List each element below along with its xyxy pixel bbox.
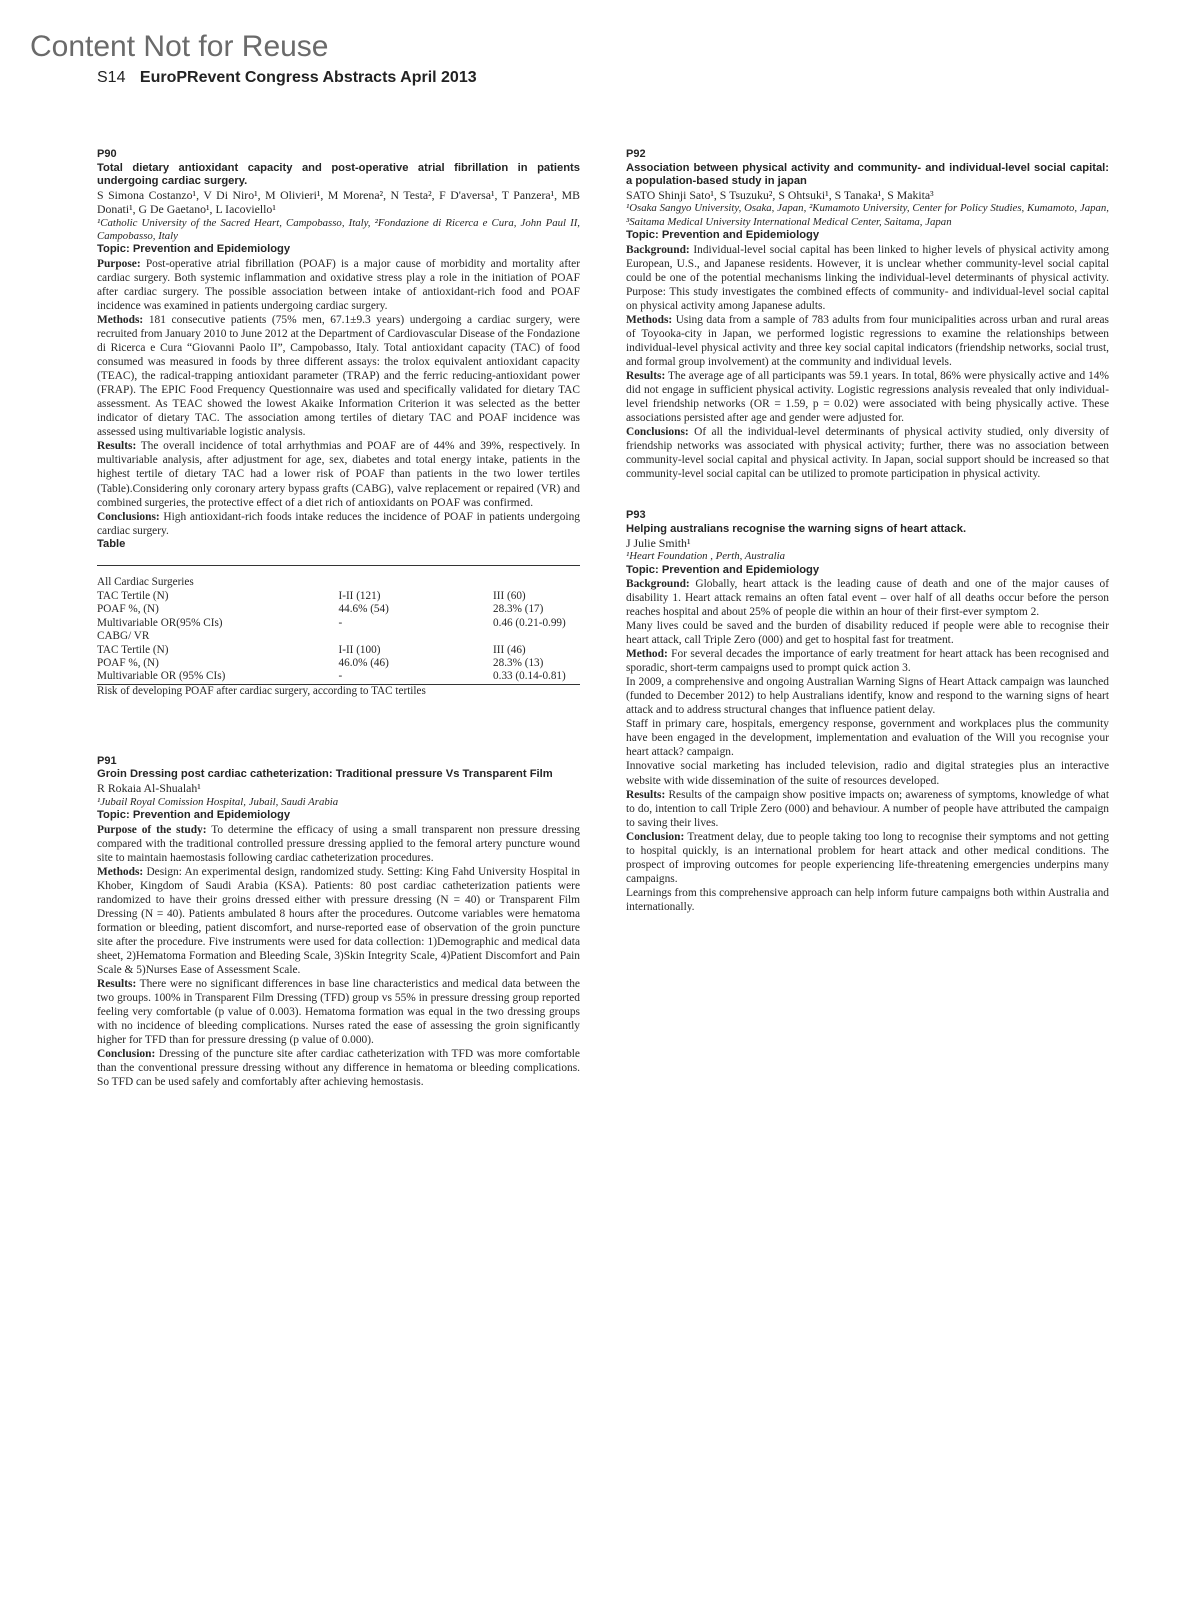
section-label: Results: bbox=[97, 440, 137, 453]
method-paragraph-4: Innovative social marketing has included television, radio and digital strategies plus an interactive website with wide dissemination of the suite of resources developed. bbox=[626, 760, 1109, 787]
abstract-affiliation: ¹Osaka Sangyo University, Osaka, Japan, ²Kumamoto University, Center for Policy Studies, Kumamoto, Japan, ³Saitama Medical University International Medical Center, Saitama, Japan bbox=[626, 202, 1109, 228]
table-cell: POAF %, (N) bbox=[97, 656, 159, 669]
section-text: For several decades the importance of early treatment for heart attack has been recognised and sporadic, short-term campaigns used to prompt quick action 3. bbox=[626, 648, 1109, 675]
table-cell: 44.6% (54) bbox=[338, 603, 389, 616]
table-cell: 28.3% (13) bbox=[493, 656, 544, 669]
results-paragraph bbox=[97, 977, 580, 1047]
table-cell: 0.46 (0.21-0.99) bbox=[493, 616, 566, 629]
purpose-paragraph bbox=[97, 823, 580, 865]
table-cell: I-II (100) bbox=[338, 643, 381, 656]
table-cell bbox=[339, 566, 494, 590]
section-text: Of all the individual-level determinants of physical activity studied, only diversity of friendship networks was associated with physical activity; further, there was no association between community-level social capital and physical activity. In Japan, social support should be increased so that community-level social capital can be utilized to promote participation in physical activity. bbox=[626, 425, 1109, 480]
table-row bbox=[97, 590, 580, 603]
section-label: Results: bbox=[626, 788, 666, 801]
table-row bbox=[97, 670, 580, 684]
abstract-topic: Topic: Prevention and Epidemiology bbox=[97, 809, 291, 822]
table-row bbox=[97, 603, 580, 616]
section-text: The overall incidence of total arrhythmias and POAF are of 44% and 39%, respectively. In multivariable analysis, after adjustment for age, sex, diabetes and total energy intake, patients in the highest tertile of dietary TAC had a lower risk of POAF than patients in the two lower tertiles (Table).Considering only coronary artery bypass grafts (CABG), valve replacement or repaired (VR) and combined surgeries, the protective effect of a diet rich of antioxidants on POAF was confirmed. bbox=[97, 440, 580, 509]
page-number: S14 bbox=[97, 69, 126, 86]
abstract-number: P90 bbox=[97, 148, 117, 160]
abstract-number: P93 bbox=[626, 509, 646, 522]
running-head bbox=[97, 69, 477, 87]
section-label: Results: bbox=[626, 369, 666, 382]
section-text: 181 consecutive patients (75% men, 67.1±9.3 years) undergoing a cardiac surgery, were recruited from January 2010 to June 2012 at the Department of Cardiovascular Disease of the Fondazione di Ricerca e Cura “Giovanni Paolo II”, Campobasso, Italy. Total antioxidant capacity (TAC) of food consumed was measured in foods by three different assays: the trolox equivalent antioxidant capacity (TEAC), the radical-trapping antioxidant parameter (TRAP) and the ferric reducing-antioxidant power (FRAP). The EPIC Food Frequency Questionnaire was used and specifically validated for dietary TAC assessment. As TEAC showed the lowest Akaike Information Criterion it was selected as the better indicator of dietary TAC. The association among tertiles of dietary TAC and POAF incidence was assessed using multivariable logistic analysis. bbox=[97, 314, 580, 439]
table-row bbox=[97, 566, 580, 590]
table-cell: Multivariable OR(95% CIs) bbox=[97, 616, 223, 629]
abstract-affiliation: ¹Heart Foundation , Perth, Australia bbox=[626, 550, 785, 563]
methods-paragraph bbox=[97, 865, 580, 977]
table-row bbox=[97, 630, 580, 643]
table-label: Table bbox=[97, 537, 126, 550]
table-cell bbox=[493, 566, 580, 590]
table-cell: POAF %, (N) bbox=[97, 603, 159, 616]
table-row bbox=[97, 657, 580, 670]
section-text: To determine the efficacy of using a small transparent non pressure dressing compared with the traditional controlled pressure dressing applied to the femoral artery puncture wound site to maintain haemostasis following cardiac catheterization procedures. bbox=[97, 823, 580, 864]
abstract-p91 bbox=[97, 755, 580, 1090]
section-label: Purpose: bbox=[97, 258, 141, 271]
conclusion-paragraph-2: Learnings from this comprehensive approach can help inform future campaigns both within Australia and internationally. bbox=[626, 886, 1109, 913]
section-text: Dressing of the puncture site after cardiac catheterization with TFD was more comfortable than the conventional pressure dressing without any difference in hematoma or bleeding complications. So TFD can be used safely and comfortably after achieving hemostasis. bbox=[97, 1048, 580, 1089]
section-label: Method: bbox=[626, 648, 668, 661]
methods-paragraph bbox=[97, 313, 580, 439]
section-label: Background: bbox=[626, 578, 690, 591]
conclusions-paragraph bbox=[626, 425, 1109, 481]
results-paragraph bbox=[626, 788, 1109, 830]
abstract-title: Groin Dressing post cardiac catheterization: Traditional pressure Vs Transparent Film bbox=[97, 768, 553, 781]
results-paragraph bbox=[626, 369, 1109, 425]
section-text: Globally, heart attack is the leading cause of death and one of the major causes of disability 1. Heart attack remains an often fatal event – over half of all deaths occur before the person reaches hospital and about 25% of people die within an hour of their first-ever symptom 2. bbox=[626, 578, 1109, 619]
table-cell: TAC Tertile (N) bbox=[97, 589, 169, 602]
abstract-topic: Topic: Prevention and Epidemiology bbox=[97, 243, 291, 256]
table-cell: - bbox=[338, 616, 343, 629]
abstract-p90 bbox=[97, 148, 580, 699]
table-cell: All Cardiac Surgeries bbox=[97, 576, 194, 589]
table-cell: TAC Tertile (N) bbox=[97, 643, 169, 656]
section-label: Results: bbox=[97, 978, 137, 991]
section-label: Conclusions: bbox=[97, 510, 160, 523]
section-label: Conclusion: bbox=[626, 830, 685, 843]
background-paragraph bbox=[626, 577, 1109, 619]
abstract-authors: S Simona Costanzo¹, V Di Niro¹, M Olivieri¹, M Morena², N Testa², F D'aversa¹, T Panzera¹, MB Donati¹, G De Gaetano¹, L Iacoviello¹ bbox=[97, 187, 580, 217]
table-cell: Multivariable OR (95% CIs) bbox=[97, 670, 226, 683]
section-text: Post-operative atrial fibrillation (POAF) is a major cause of morbidity and mortality after cardiac surgery. Both systemic inflammation and oxidative stress play a role in the initiation of POAF after cardiac surgery. The possible association between intake of antioxidant-rich food and POAF incidence was examined in patients undergoing cardiac surgery. bbox=[97, 258, 580, 313]
table-cell: CABG/ VR bbox=[97, 630, 150, 643]
abstract-authors: R Rokaia Al-Shualah¹ bbox=[97, 781, 201, 796]
section-text: There were no significant differences in base line characteristics and medical data between the two groups. 100% in Transparent Film Dressing (TFD) group vs 55% in pressure dressing group reported feeling very comfortable (p value of 0.003). Hematoma formation was equal in the two dressing groups with no incidence of bleeding complications. Nurses rated the ease of assessing the groin significantly higher for TFD than for pressure dressing (p value of 0.000). bbox=[97, 978, 580, 1047]
section-label: Conclusions: bbox=[626, 425, 689, 438]
abstract-authors: SATO Shinji Sato¹, S Tsuzuku², S Ohtsuki¹, S Tanaka¹, S Makita³ bbox=[626, 187, 934, 202]
background-paragraph-2: Many lives could be saved and the burden of disability reduced if people were able to recognise their heart attack, call Triple Zero (000) and get to hospital fast for treatment. bbox=[626, 620, 1109, 647]
table-cell: 28.3% (17) bbox=[493, 603, 544, 616]
table-cell: III (60) bbox=[493, 589, 526, 602]
methods-paragraph bbox=[626, 313, 1109, 369]
right-column bbox=[626, 148, 1109, 914]
conclusions-paragraph bbox=[97, 510, 580, 538]
abstract-topic: Topic: Prevention and Epidemiology bbox=[626, 563, 820, 576]
abstract-topic: Topic: Prevention and Epidemiology bbox=[626, 228, 820, 241]
section-label: Purpose of the study: bbox=[97, 823, 207, 836]
abstract-p93 bbox=[626, 509, 1109, 914]
conclusion-paragraph bbox=[626, 830, 1109, 886]
results-paragraph bbox=[97, 439, 580, 509]
method-paragraph bbox=[626, 647, 1109, 675]
abstract-title: Total dietary antioxidant capacity and post-operative atrial fibrillation in patients undergoing cardiac surgery. bbox=[97, 161, 580, 187]
abstract-number: P92 bbox=[626, 148, 646, 160]
section-text: High antioxidant-rich foods intake reduces the incidence of POAF in patients undergoing cardiac surgery. bbox=[97, 510, 580, 537]
abstract-title: Helping australians recognise the warning signs of heart attack. bbox=[626, 522, 967, 535]
tac-table bbox=[97, 565, 580, 685]
table-cell: I-II (121) bbox=[338, 589, 381, 602]
section-label: Background: bbox=[626, 243, 690, 256]
left-column bbox=[97, 148, 580, 1089]
abstract-p92 bbox=[626, 148, 1109, 481]
watermark-text: Content Not for Reuse bbox=[30, 30, 329, 63]
table-row bbox=[97, 617, 580, 630]
background-paragraph bbox=[626, 243, 1109, 313]
table-cell bbox=[339, 630, 494, 643]
section-text: Design: An experimental design, randomized study. Setting: King Fahd University Hospital in Khober, Kingdom of Saudi Arabia (KSA). Patients: 80 post cardiac catheterization patients were randomized to have their groins dressed either with pressure dressing (N = 40) or Transparent Film Dressing (N = 40). Patients ambulated 8 hours after the procedures. Outcome variables were hematoma formation or bleeding, patient discomfort, and nurse-reported ease of observation of the groin puncture site after the procedure. Five instruments were used for data collection: 1)Demographic and medical data sheet, 2)Hematoma Formation and Bleeding Scale, 3)Skin Integrity Scale, 4)Patient Discomfort and Pain Scale & 5)Nurses Ease of Assessment Scale. bbox=[97, 865, 580, 977]
abstract-authors: J Julie Smith¹ bbox=[626, 535, 691, 550]
abstract-affiliation: ¹Catholic University of the Sacred Heart, Campobasso, Italy, ²Fondazione di Ricerca e Cura, John Paul II, Campobasso, Italy bbox=[97, 216, 580, 243]
table-caption: Risk of developing POAF after cardiac surgery, according to TAC tertiles bbox=[97, 684, 426, 697]
method-paragraph-3: Staff in primary care, hospitals, emergency response, government and workplaces plus the community have been engaged in the development, implementation and evaluation of the Will you recognise your heart attack? campaign. bbox=[626, 718, 1109, 759]
table-cell: 0.33 (0.14-0.81) bbox=[493, 670, 566, 683]
abstract-affiliation: ¹Jubail Royal Comission Hospital, Jubail, Saudi Arabia bbox=[97, 795, 339, 808]
section-text: The average age of all participants was 59.1 years. In total, 86% were physically active and 14% did not engage in sufficient physical activity. Logistic regressions analysis revealed that only individual-level friendship networks (OR = 1.59, p = 0.02) were associated with being physically active. These associations persisted after age and gender were adjusted for. bbox=[626, 369, 1109, 424]
section-label: Methods: bbox=[626, 313, 673, 326]
section-label: Methods: bbox=[97, 865, 144, 878]
section-label: Conclusion: bbox=[97, 1048, 156, 1061]
table-cell: III (46) bbox=[493, 643, 526, 656]
conclusion-paragraph bbox=[97, 1047, 580, 1089]
method-paragraph-2: In 2009, a comprehensive and ongoing Australian Warning Signs of Heart Attack campaign was launched (funded to December 2012) to help Australians identify, know and respond to the warning signs of heart attack and to address structural changes that influence patient delay. bbox=[626, 676, 1109, 717]
purpose-paragraph bbox=[97, 257, 580, 313]
table-cell bbox=[493, 630, 580, 643]
journal-title: EuroPRevent Congress Abstracts April 2013 bbox=[139, 69, 477, 86]
table-row bbox=[97, 644, 580, 657]
table-cell: 46.0% (46) bbox=[338, 656, 389, 669]
section-label: Methods: bbox=[97, 314, 144, 327]
abstract-number: P91 bbox=[97, 754, 117, 767]
section-text: Results of the campaign show positive impacts on; awareness of symptoms, knowledge of what to do, intention to call Triple Zero (000) and behaviour. A number of people have attributed the campaign to saving their lives. bbox=[626, 788, 1109, 829]
abstract-title: Association between physical activity and community- and individual-level social capital: a population-based study in japan bbox=[626, 161, 1109, 187]
section-text: Treatment delay, due to people taking too long to recognise their symptoms and not getting to hospital quickly, is an international problem for heart attack and other medical conditions. The prospect of improving outcomes for people experiencing life-threatening emergencies underpins many campaigns. bbox=[626, 830, 1109, 885]
section-text: Individual-level social capital has been linked to higher levels of physical activity among European, U.S., and Japanese residents. However, it is unclear whether community-level social capital could be one of the potential mechanisms linking the individual-level determinants of physical activity. Purpose: This study investigates the combined effects of community- and individual-level social capital on physical activity among Japanese adults. bbox=[626, 243, 1109, 312]
section-text: Using data from a sample of 783 adults from four municipalities across urban and rural areas of Toyooka-city in Japan, we performed logistic regressions to examine the relationships between individual-level physical activity and three key social capital indicators (friendship networks, social trust, and formal group involvement) at the community and individual levels. bbox=[626, 313, 1109, 368]
table-cell: - bbox=[338, 670, 343, 683]
